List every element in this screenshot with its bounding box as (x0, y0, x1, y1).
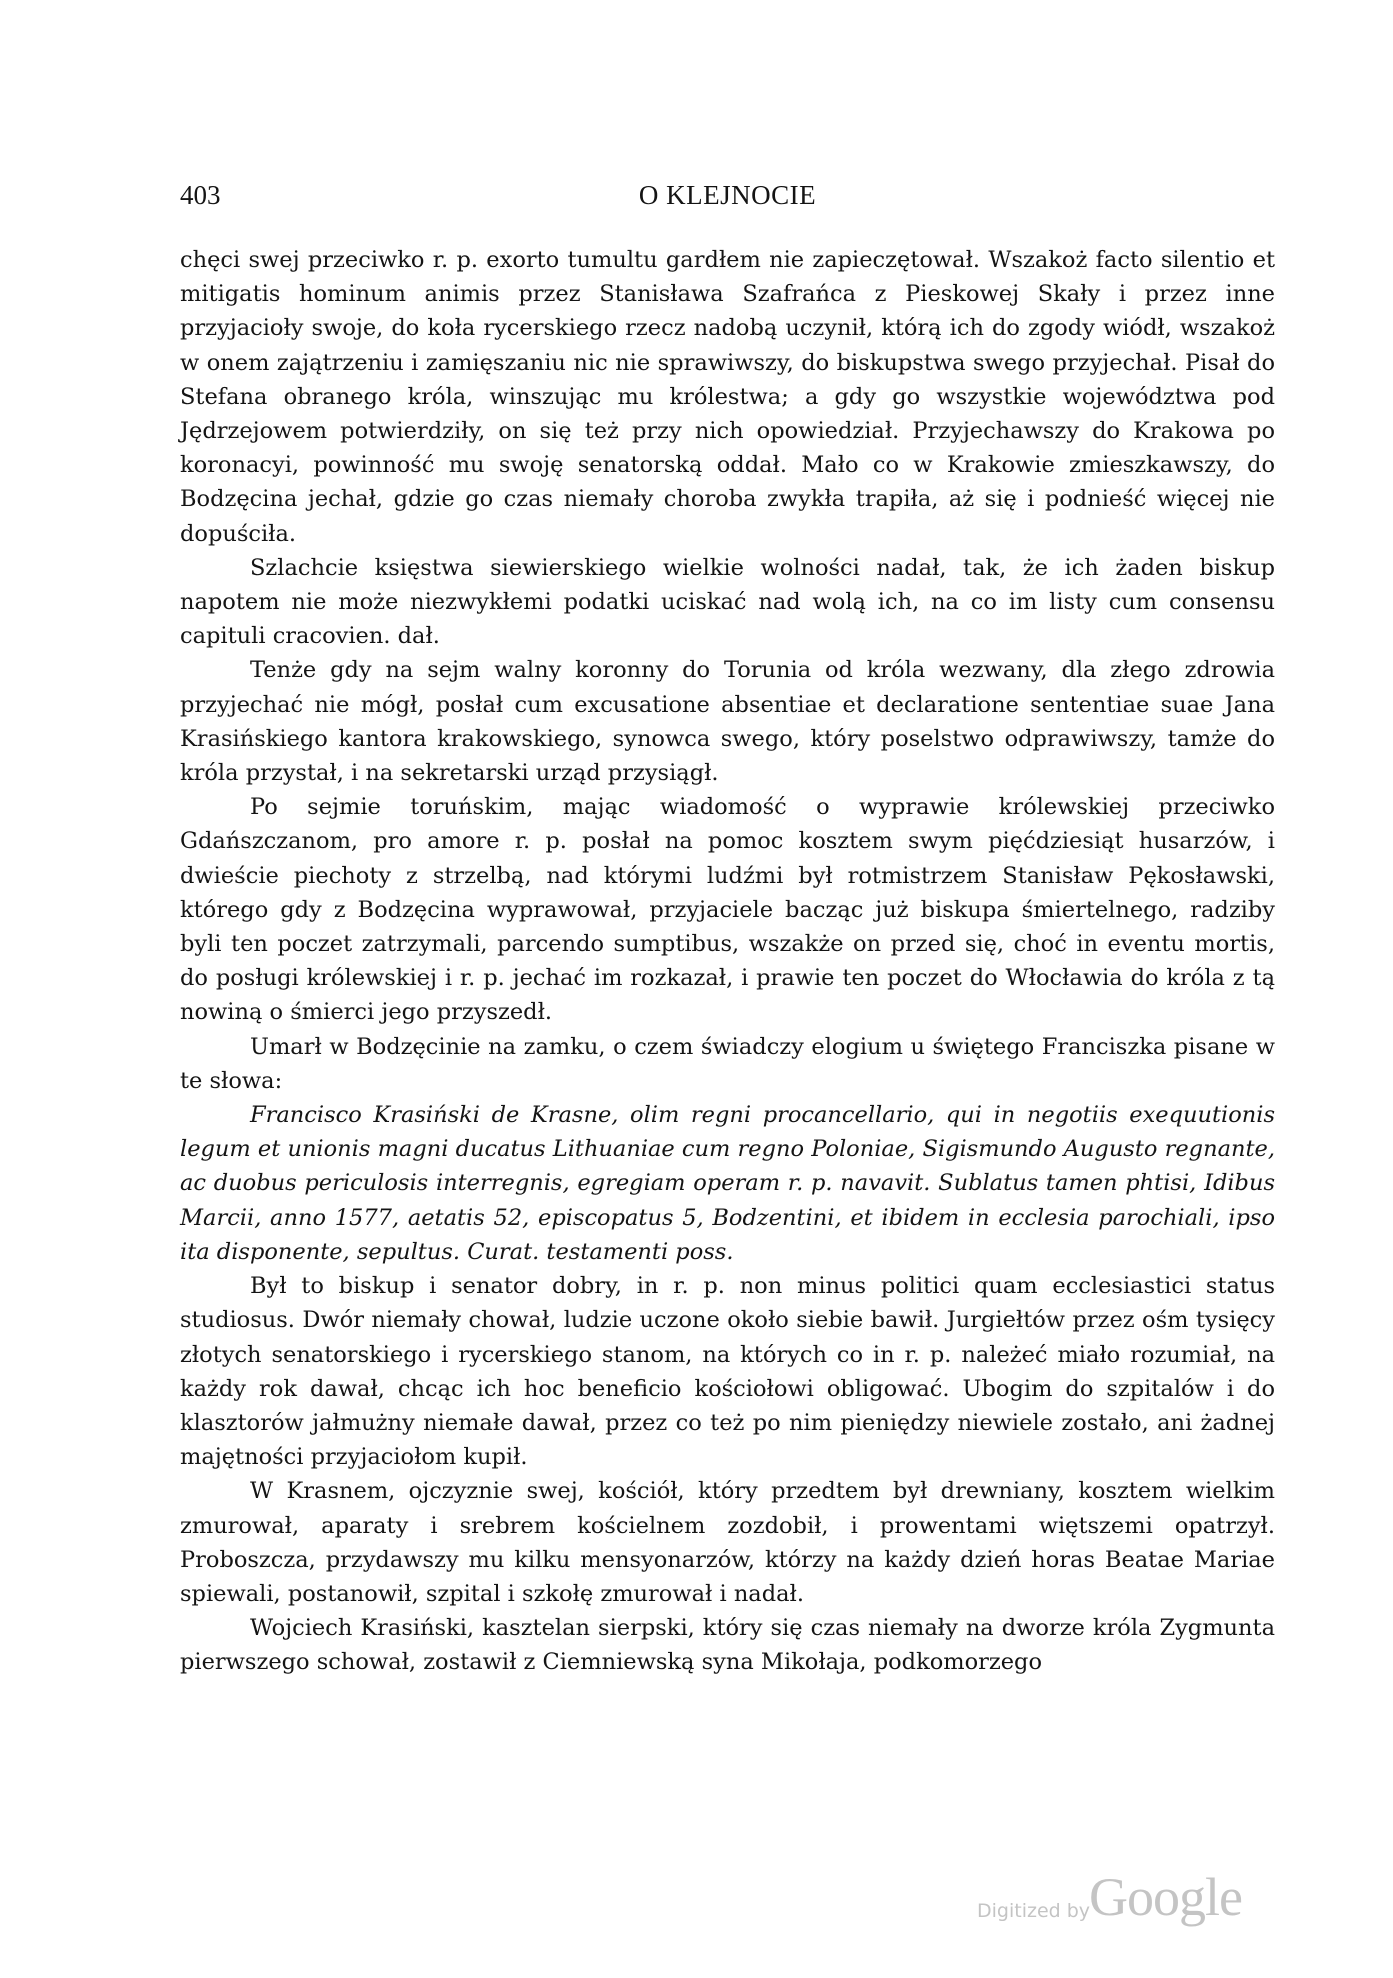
paragraph-krasne-church: W Krasnem, ojczyznie swej, kościół, który przedtem był drewniany, kosztem wielkim zmurował, aparaty i srebrem kościelnem zozdobił, i prowentami więtszemi opatrzył. Proboszcza, przydawszy mu kilku mensyonarzów, którzy na każdy dzień horas Beatae Mariae spiewali, postanowił, szpital i szkołę zmurował i nadał. (180, 1478, 1275, 1607)
body-text (180, 243, 1275, 1680)
paragraph-torun-sejm: Tenże gdy na sejm walny koronny do Torunia od króla wezwany, dla złego zdrowia przyjechać nie mógł, posłał cum excusatione absentiae et declaratione sententiae suae Jana Krasińskiego kantora krakowskiego, synowca swego, który poselstwo odprawiwszy, tamże do króla przystał, i na sekretarski urząd przysiągł. (180, 657, 1275, 787)
paragraph-continuation: chęci swej przeciwko r. p. exorto tumultu gardłem nie zapieczętował. Wszakoż facto silentio et mitigatis hominum animis przez Stanisława Szafrańca z Pieskowej Skały i przez inne przyjacioły swoje, do koła rycerskiego rzecz nadobą uczynił, którą ich do zgody wiódł, wszakoż w onem zajątrzeniu i zamięszaniu nic nie sprawiwszy, do biskupstwa swego przyjechał. Pisał do Stefana obranego króla, winszując mu królestwa; a gdy go wszystkie województwa pod Jędrzejowem potwierdziły, on się też przy nich opowiedział. Przyjechawszy do Krakowa po koronacyi, powinność mu swoję senatorską oddał. Mało co w Krakowie zmieszkawszy, do Bodzęcina jechał, gdzie go czas niemały choroba zwykła trapiła, aż się i podnieść więcej nie dopuściła. (180, 247, 1275, 547)
running-title: O KLEJNOCIE (638, 180, 817, 210)
paragraph-wojciech: Wojciech Krasiński, kasztelan sierpski, który się czas niemały na dworze króla Zygmunta pierwszego schował, zostawił z Ciemniewską syna Mikołaja, podkomorzego (180, 1615, 1275, 1676)
page-header (180, 180, 1275, 224)
page-number: 403 (180, 180, 221, 210)
paragraph-siewierz: Szlachcie księstwa siewierskiego wielkie wolności nadał, tak, że ich żaden biskup napotem nie może niezwykłemi podatki uciskać nad wolą ich, na co im listy cum consensu capituli cracovien. dał. (180, 554, 1275, 650)
paragraph-character: Był to biskup i senator dobry, in r. p. non minus politici quam ecclesiastici status studiosus. Dwór niemały chował, ludzie uczone około siebie bawił. Jurgiełtów przez ośm tysięcy złotych senatorskiego i rycerskiego stanom, na których co in r. p. należeć miało rozumiał, na każdy rok dawał, chcąc ich hoc beneficio kościołowi obligować. Ubogim do szpitalów i do klasztorów jałmużny niemałe dawał, przez co też po nim pieniędzy niewiele zostało, ani żadnej majętności przyjaciołom kupił. (180, 1273, 1275, 1471)
paragraph-gdansk: Po sejmie toruńskim, mając wiadomość o wyprawie królewskiej przeciwko Gdańszczanom, pro amore r. p. posłał na pomoc kosztem swym pięćdziesiąt husarzów, i dwieście piechoty z strzelbą, nad którymi ludźmi był rotmistrzem Stanisław Pękosławski, którego gdy z Bodzęcina wyprawował, przyjaciele bacząc już biskupa śmiertelnego, radziby byli ten poczet zatrzymali, parcendo sumptibus, wszakże on przed się, choć in eventu mortis, do posługi królewskiej i r. p. jechać im rozkazał, i prawie ten poczet do Włocławia do króla z tą nowiną o śmierci jego przyszedł. (180, 794, 1275, 1026)
paragraph-death: Umarł w Bodzęcinie na zamku, o czem świadczy elogium u świętego Franciszka pisane w te słowa: (180, 1033, 1275, 1094)
watermark-prefix: Digitized by (977, 1900, 1091, 1922)
paragraph-elogium: Francisco Krasiński de Krasne, olim regni procancellario, qui in negotiis exequutionis legum et unionis magni ducatus Lithuaniae cum regno Poloniae, Sigismundo Augusto regnante, ac duobus periculosis interregnis, egregiam operam r. p. navavit. Sublatus tamen phtisi, Idibus Marcii, anno 1577, aetatis 52, episcopatus 5, Bodzentini, et ibidem in ecclesia parochiali, ipso ita disponente, sepultus. Curat. testamenti poss. (180, 1102, 1275, 1265)
digitized-watermark (977, 1868, 1277, 1928)
google-logo: Google (1089, 1867, 1242, 1927)
